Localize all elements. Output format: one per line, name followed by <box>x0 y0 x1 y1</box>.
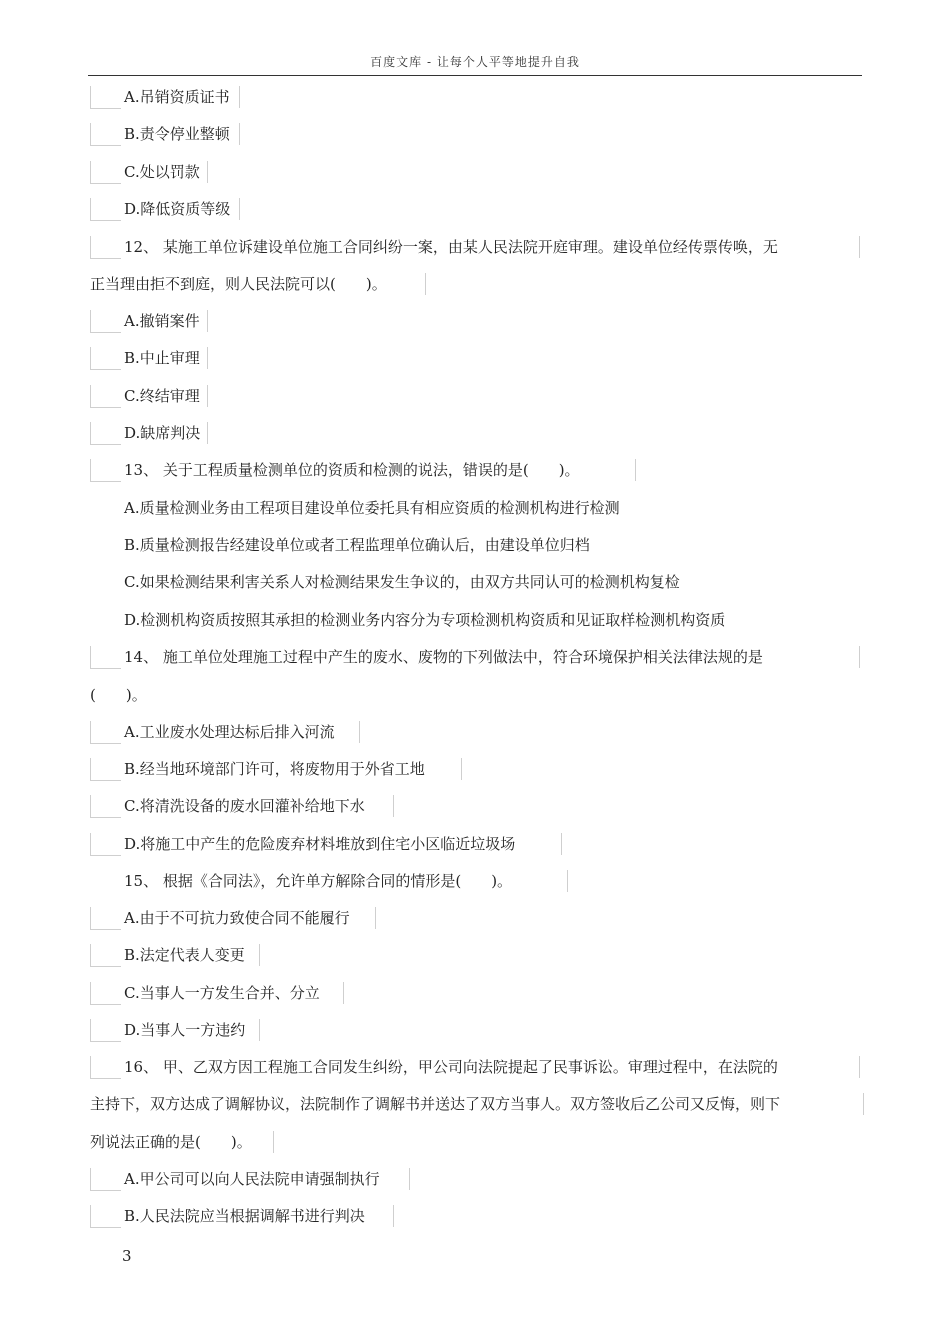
page-number: 3 <box>122 1247 132 1265</box>
field-box <box>90 86 121 109</box>
field-box <box>238 123 240 145</box>
field-box <box>90 833 121 856</box>
option-line: A.吊销资质证书 <box>124 88 230 106</box>
option-line: B.法定代表人变更 <box>124 946 245 964</box>
option-line: B.责令停业整顿 <box>124 125 230 143</box>
field-box <box>90 123 121 146</box>
field-box <box>206 347 208 369</box>
field-box <box>238 198 240 220</box>
option-line: D.检测机构资质按照其承担的检测业务内容分为专项检测机构资质和见证取样检测机构资质 <box>124 611 726 629</box>
field-box <box>90 310 121 333</box>
field-box <box>90 422 121 445</box>
field-box <box>206 385 208 407</box>
field-box <box>90 795 121 818</box>
field-box <box>206 422 208 444</box>
option-line: B.人民法院应当根据调解书进行判决 <box>124 1207 365 1225</box>
page-header: 百度文库 - 让每个人平等地提升自我 <box>370 55 580 69</box>
option-line: D.缺席判决 <box>124 424 201 442</box>
field-box <box>566 870 568 892</box>
field-box <box>90 347 121 370</box>
field-box <box>90 385 121 408</box>
field-box <box>206 310 208 332</box>
field-box <box>858 1056 860 1078</box>
field-box <box>90 1205 121 1228</box>
field-box <box>560 833 562 855</box>
field-box <box>90 646 121 669</box>
field-box <box>258 944 260 966</box>
field-box <box>90 236 121 259</box>
question-line: 正当理由拒不到庭，则人民法院可以( )。 <box>90 275 387 293</box>
field-box <box>634 459 636 481</box>
field-box <box>374 907 376 929</box>
option-line: A.工业废水处理达标后排入河流 <box>124 723 335 741</box>
option-line: C.如果检测结果利害关系人对检测结果发生争议的，由双方共同认可的检测机构复检 <box>124 573 680 591</box>
question-line: 主持下，双方达成了调解协议，法院制作了调解书并送达了双方当事人。双方签收后乙公司又反悔，则下 <box>90 1095 781 1113</box>
field-box <box>90 1056 121 1079</box>
field-box <box>206 161 208 183</box>
field-box <box>90 944 121 967</box>
option-line: A.撤销案件 <box>124 312 200 330</box>
option-line: C.当事人一方发生合并、分立 <box>124 984 320 1002</box>
option-line: C.终结审理 <box>124 387 200 405</box>
question-line: 15、 根据《合同法》，允许单方解除合同的情形是( )。 <box>124 872 513 890</box>
question-line: 16、 甲、乙双方因工程施工合同发生纠纷，甲公司向法院提起了民事诉讼。审理过程中，在法院的 <box>124 1058 778 1076</box>
option-line: C.处以罚款 <box>124 163 200 181</box>
option-line: D.将施工中产生的危险废弃材料堆放到住宅小区临近垃圾场 <box>124 835 516 853</box>
field-box <box>392 795 394 817</box>
question-line: 列说法正确的是( )。 <box>90 1133 252 1151</box>
field-box <box>342 982 344 1004</box>
field-box <box>408 1168 410 1190</box>
field-box <box>90 721 121 744</box>
field-box <box>258 1019 260 1041</box>
option-line: D.降低资质等级 <box>124 200 231 218</box>
option-line: C.将清洗设备的废水回灌补给地下水 <box>124 797 365 815</box>
option-line: D.当事人一方违约 <box>124 1021 246 1039</box>
question-line: 12、 某施工单位诉建设单位施工合同纠纷一案，由某人民法院开庭审理。建设单位经传票传唤，无 <box>124 238 778 256</box>
field-box <box>90 198 121 221</box>
option-line: B.中止审理 <box>124 349 200 367</box>
header-divider <box>88 75 862 76</box>
option-line: B.质量检测报告经建设单位或者工程监理单位确认后，由建设单位归档 <box>124 536 590 554</box>
field-box <box>858 646 860 668</box>
field-box <box>90 1168 121 1191</box>
option-line: A.甲公司可以向人民法院申请强制执行 <box>124 1170 380 1188</box>
field-box <box>90 758 121 781</box>
question-line: 14、 施工单位处理施工过程中产生的废水、废物的下列做法中，符合环境保护相关法律法规的是 <box>124 648 763 666</box>
question-line: 13、 关于工程质量检测单位的资质和检测的说法，错误的是( )。 <box>124 461 580 479</box>
field-box <box>392 1205 394 1227</box>
field-box <box>272 1131 274 1153</box>
field-box <box>358 721 360 743</box>
field-box <box>858 236 860 258</box>
field-box <box>90 982 121 1005</box>
field-box <box>424 273 426 295</box>
field-box <box>90 459 121 482</box>
option-line: A.质量检测业务由工程项目建设单位委托具有相应资质的检测机构进行检测 <box>124 499 620 517</box>
option-line: A.由于不可抗力致使合同不能履行 <box>124 909 350 927</box>
field-box <box>90 1019 121 1042</box>
field-box <box>460 758 462 780</box>
question-line: ( )。 <box>90 686 147 704</box>
field-box <box>238 86 240 108</box>
field-box <box>90 161 121 184</box>
option-line: B.经当地环境部门许可，将废物用于外省工地 <box>124 760 425 778</box>
field-box <box>90 907 121 930</box>
field-box <box>862 1093 864 1115</box>
